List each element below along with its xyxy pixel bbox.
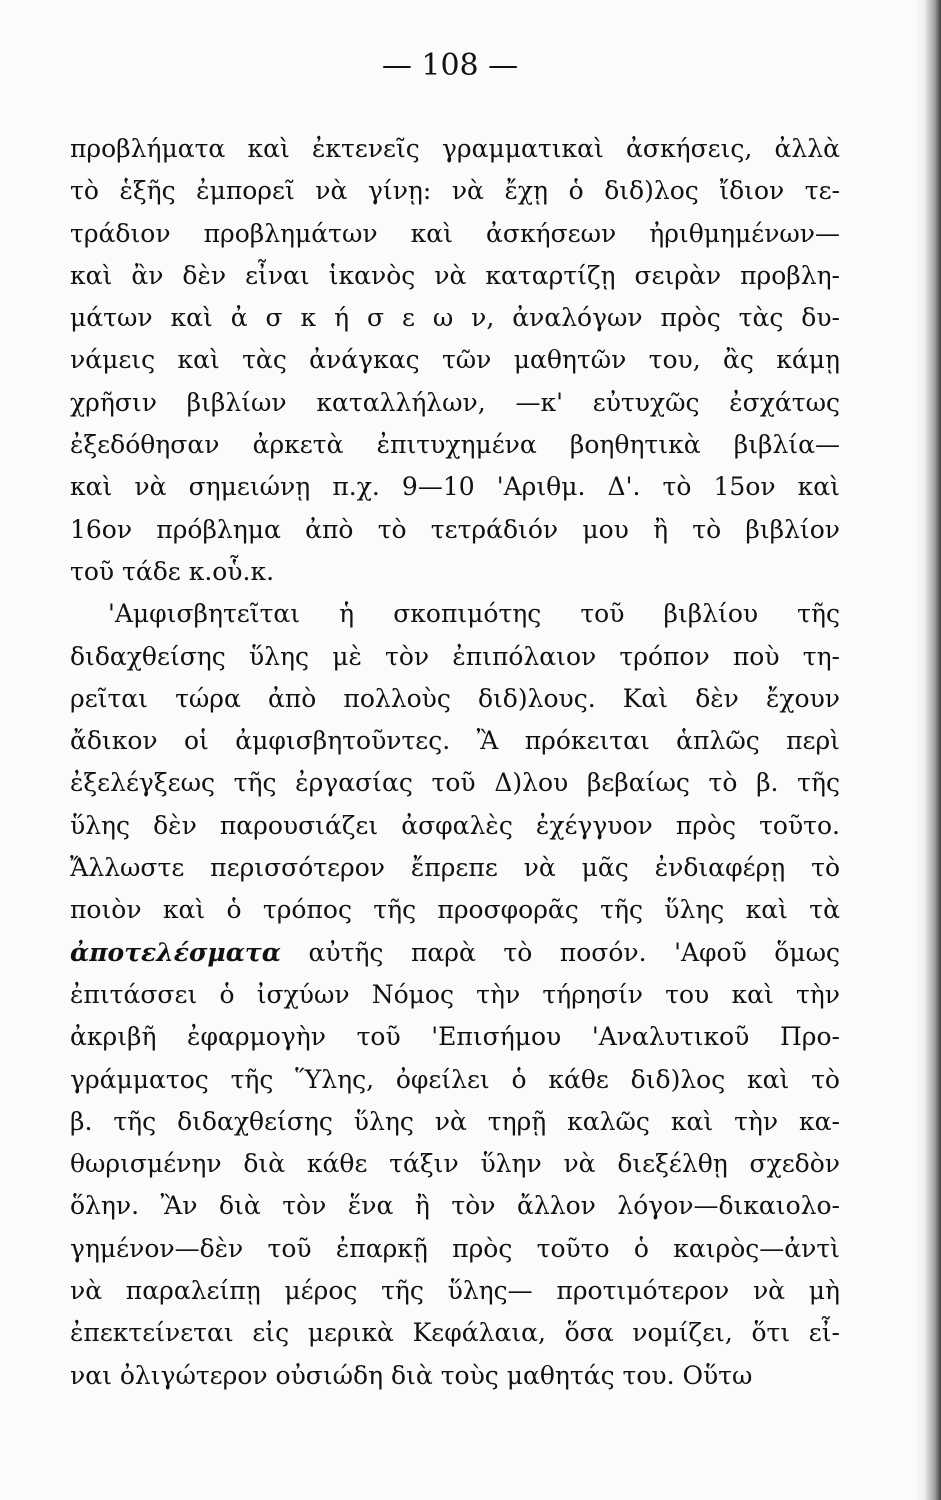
text-line: γημένον—δὲν τοῦ ἐπαρκῇ πρὸς τοῦτο ὁ καιρὸς—ἀντὶ xyxy=(70,1233,840,1263)
text-line: καὶ ἂν δὲν εἶναι ἱκανὸς νὰ καταρτίζῃ σειρὰν προβλη- xyxy=(70,260,840,290)
text-line: τοῦ τάδε κ.οὗ.κ. xyxy=(70,556,275,586)
text-line: ἐπεκτείνεται εἰς μερικὰ Κεφάλαια, ὅσα νομίζει, ὅτι εἶ- xyxy=(70,1318,840,1348)
text-line: διδαχθείσης ὕλης μὲ τὸν ἐπιπόλαιον τρόπον ποὺ τη- xyxy=(70,641,840,671)
text-line: ναι ὀλιγώτερον οὐσιώδη διὰ τοὺς μαθητάς του. Οὕτω xyxy=(70,1360,753,1390)
text-line: Ἄλλωστε περισσότερον ἔπρεπε νὰ μᾶς ἐνδιαφέρῃ τὸ xyxy=(70,853,840,883)
text-line: γράμματος τῆς Ὕλης, ὀφείλει ὁ κάθε διδ)λος καὶ τὸ xyxy=(70,1064,840,1094)
text-line: β. τῆς διδαχθείσης ὕλης νὰ τηρῇ καλῶς καὶ τὴν κα- xyxy=(70,1106,840,1136)
emphasized-word: ἀποτελέσματα xyxy=(70,937,281,967)
text-line: ἐπιτάσσει ὁ ἰσχύων Νόμος τὴν τήρησίν του καὶ τὴν xyxy=(70,979,840,1009)
text-line: ποιὸν καὶ ὁ τρόπος τῆς προσφορᾶς τῆς ὕλης καὶ τὰ xyxy=(70,895,840,925)
spine-shadow xyxy=(915,0,941,1500)
text-line: θωρισμένην διὰ κάθε τάξιν ὕλην νὰ διεξέλθῃ σχεδὸν xyxy=(70,1149,840,1179)
text-line: προβλήματα καὶ ἐκτενεῖς γραμματικαὶ ἀσκήσεις, ἀλλὰ xyxy=(70,134,840,163)
text-line: ἐξελέγξεως τῆς ἐργασίας τοῦ Δ)λου βεβαίως τὸ β. τῆς xyxy=(70,768,840,798)
text-line: νὰ παραλείπῃ μέρος τῆς ὕλης— προτιμότερον νὰ μὴ xyxy=(70,1276,840,1306)
text-line: τράδιον προβλημάτων καὶ ἀσκήσεων ἠριθμημένων— xyxy=(70,218,840,248)
text-line: καὶ νὰ σημειώνῃ π.χ. 9—10 'Αριθμ. Δ'. τὸ 15ον καὶ xyxy=(70,472,840,502)
paragraph-1 xyxy=(70,128,840,593)
text-line-with-emphasis xyxy=(70,932,840,974)
text-line: νάμεις καὶ τὰς ἀνάγκας τῶν μαθητῶν του, ἂς κάμῃ xyxy=(70,345,840,375)
text-line: ὅλην. Ἂν διὰ τὸν ἕνα ἢ τὸν ἄλλον λόγον—δικαιολο- xyxy=(70,1191,840,1221)
text-line: ἐξεδόθησαν ἀρκετὰ ἐπιτυχημένα βοηθητικὰ βιβλία— xyxy=(70,430,840,460)
text-line: μάτων καὶ ἀ σ κ ή σ ε ω ν, ἀναλόγων πρὸς τὰς δυ- xyxy=(70,303,840,333)
text-line: ρεῖται τώρα ἀπὸ πολλοὺς διδ)λους. Καὶ δὲν ἔχουν xyxy=(70,683,840,713)
text-line: τὸ ἑξῆς ἐμπορεῖ νὰ γίνῃ: νὰ ἔχῃ ὁ διδ)λος ἴδιον τε- xyxy=(70,176,840,206)
body-text xyxy=(70,128,840,1397)
text-line: 16ον πρόβλημα ἀπὸ τὸ τετράδιόν μου ἢ τὸ βιβλίον xyxy=(70,514,840,544)
text-line: ὕλης δὲν παρουσιάζει ἀσφαλὲς ἐχέγγυον πρὸς τοῦτο. xyxy=(70,810,840,840)
text-line: ἀκριβῆ ἐφαρμογὴν τοῦ 'Επισήμου 'Αναλυτικοῦ Προ- xyxy=(70,1022,840,1052)
text-line: 'Αμφισβητεῖται ἡ σκοπιμότης τοῦ βιβλίου τῆς xyxy=(108,599,840,629)
text-segment: αὐτῆς παρὰ τὸ ποσόν. 'Αφοῦ ὅμως xyxy=(281,937,840,967)
paragraph-2 xyxy=(70,593,840,1397)
page-number: — 108 — xyxy=(381,48,519,83)
text-line: ἄδικον οἱ ἀμφισβητοῦντες. Ἂ πρόκειται ἁπλῶς περὶ xyxy=(70,726,840,756)
text-line: χρῆσιν βιβλίων καταλλήλων, —κ' εὐτυχῶς ἐσχάτως xyxy=(70,387,840,417)
